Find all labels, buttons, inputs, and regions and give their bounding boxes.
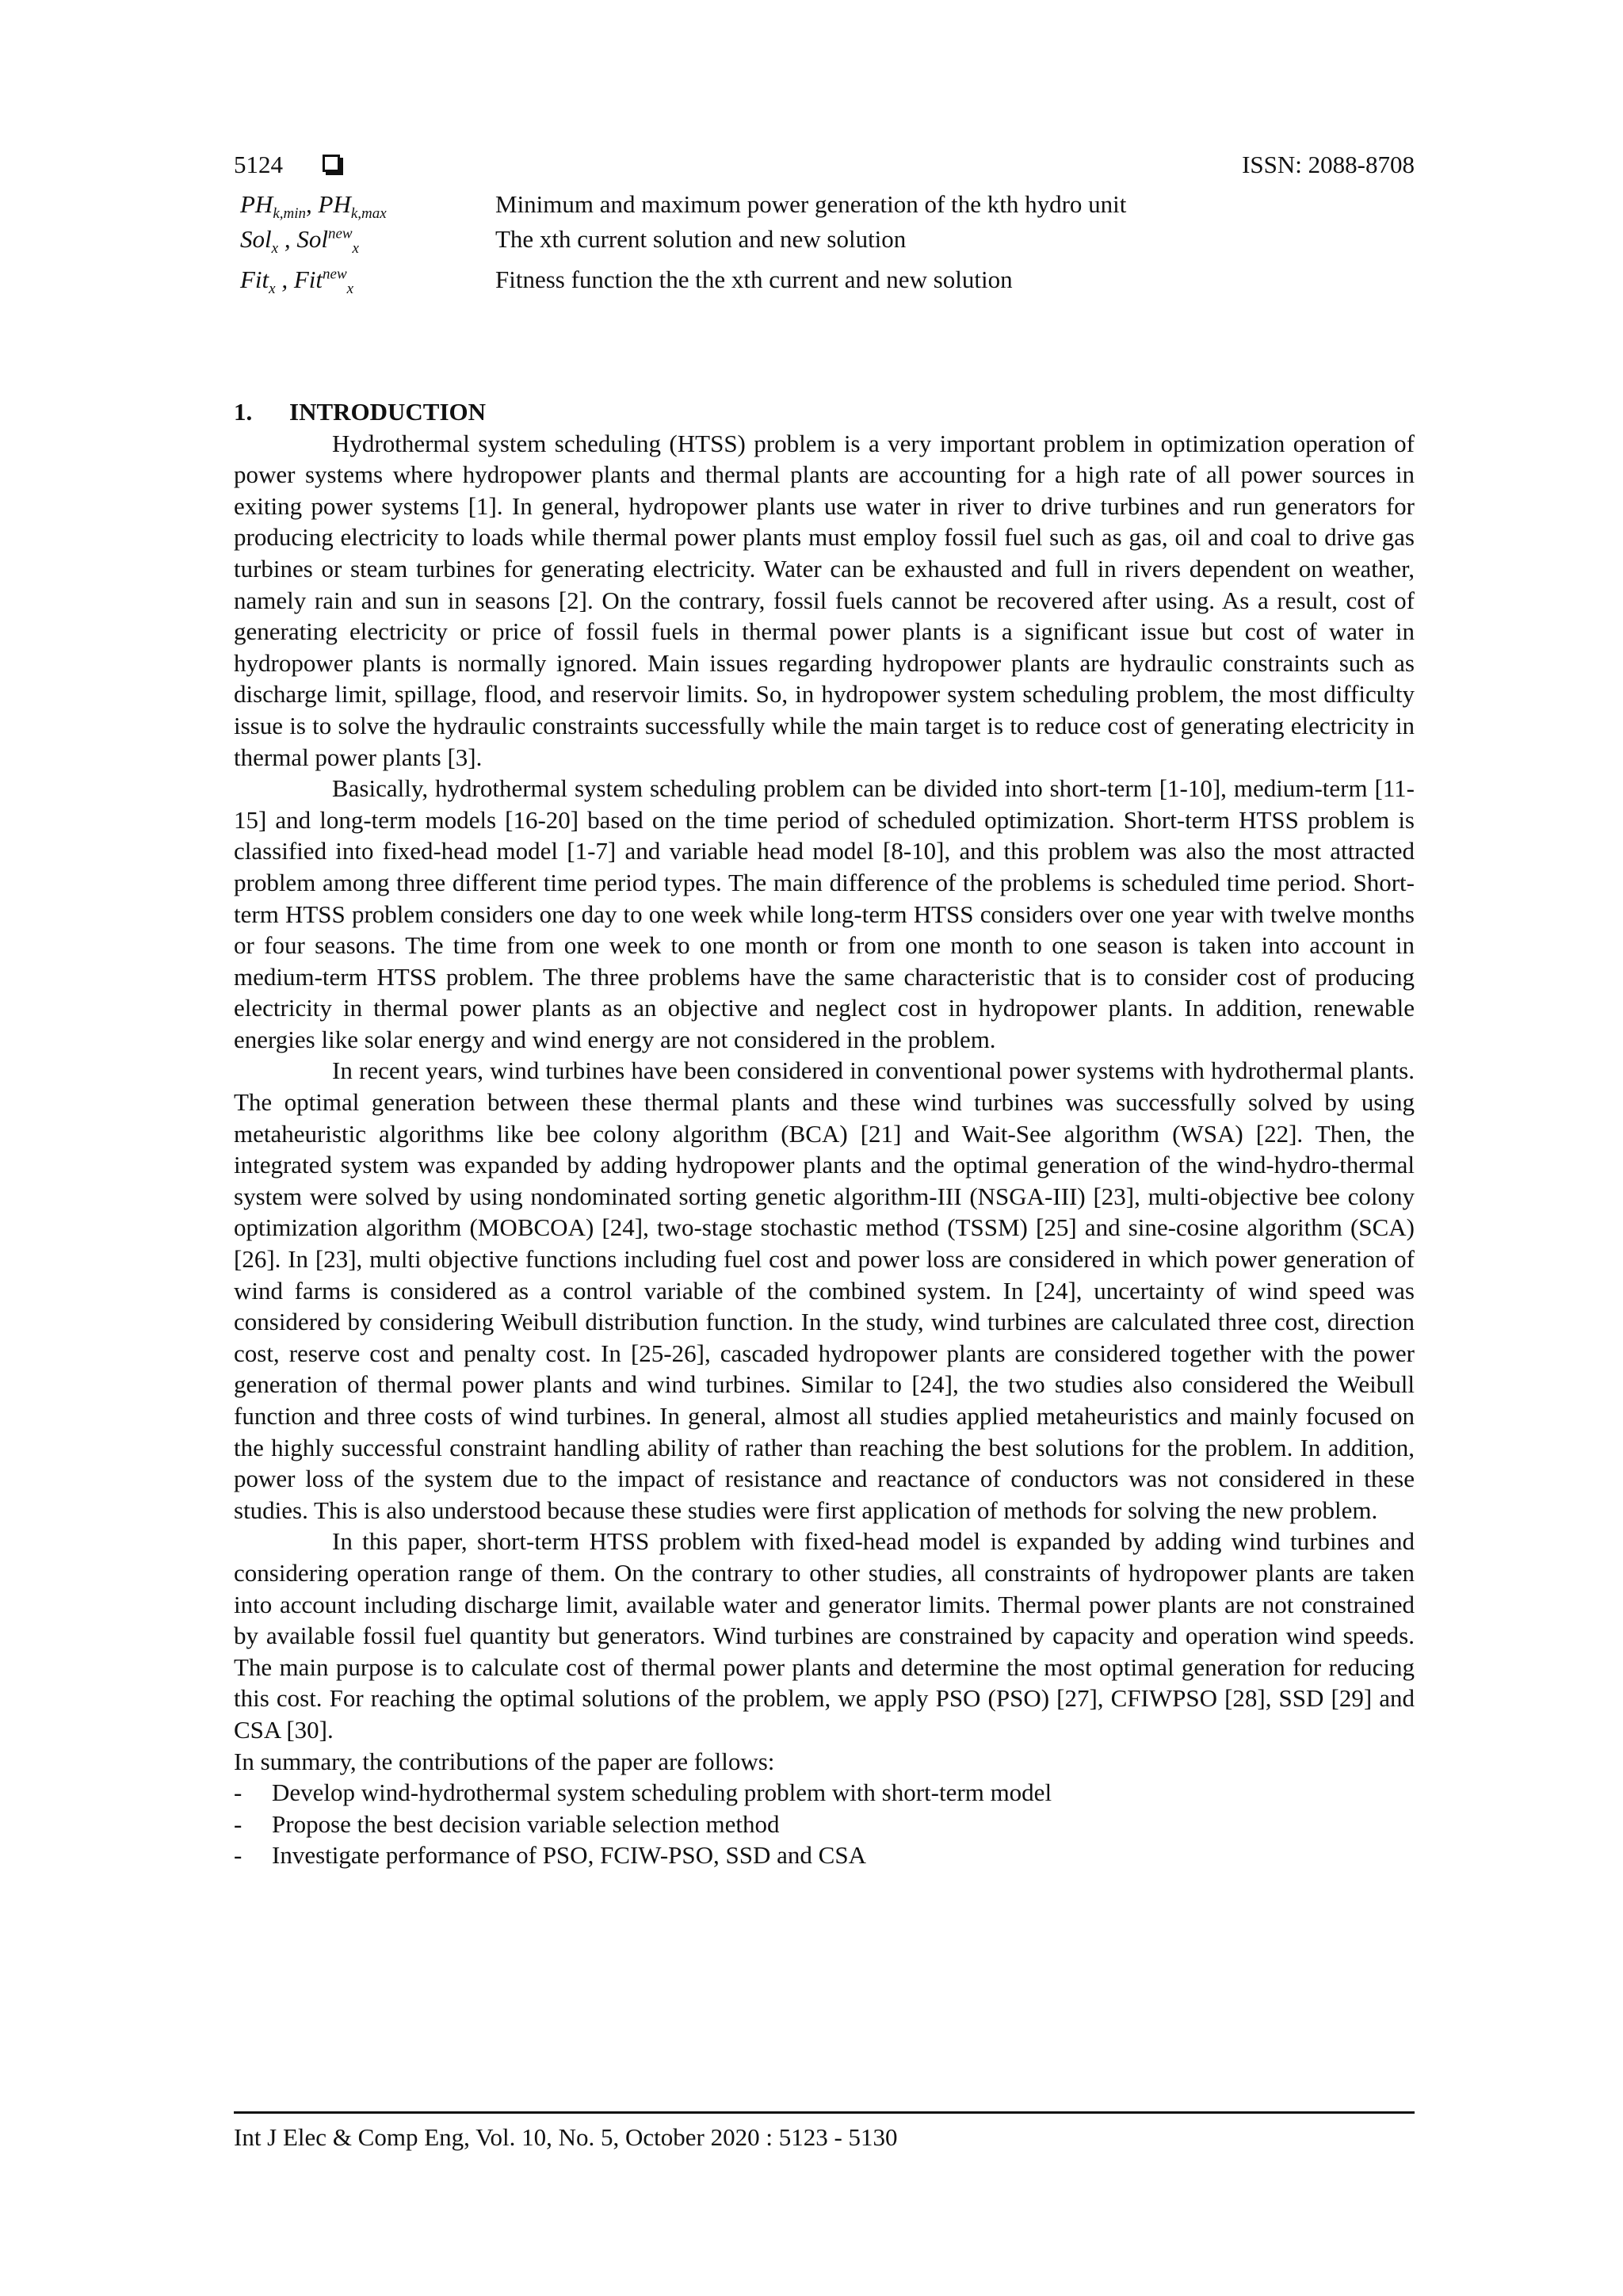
nomenclature-row [234, 225, 1415, 260]
section-title: INTRODUCTION [289, 398, 487, 426]
bullet-marker: - [234, 1809, 242, 1838]
section-number: 1. [234, 398, 253, 426]
nomenclature-row [234, 190, 1415, 225]
nomenclature-symbol: Sol$_x$ , Sol$^{new}_x$ [240, 225, 359, 258]
article-body [234, 396, 1415, 1871]
page [234, 151, 1415, 1870]
nomenclature-description: Fitness function the the xth current and new solution [495, 266, 1013, 293]
nomenclature-description: The xth current solution and new solution [495, 225, 907, 253]
paragraph: In recent years, wind turbines have been considered in conventional power systems with hydrothermal plants. The optimal generation between these thermal plants and these wind turbines was successfully solved by using metaheuristic algorithms like bee colony algorithm (BCA) [21] and Wait-See algorithm (WSA) [22]. Then, the integrated system was expanded by adding hydropower plants and the optimal generation of the wind-hydro-thermal system were solved by using nondominated sorting genetic algorithm-III (NSGA-III) [23], multi-objective bee colony optimization algorithm (MOBCOA) [24], two-stage stochastic method (TSSM) [25] and sine-cosine algorithm (SCA) [26]. In [23], multi objective functions including fuel cost and power loss are considered in which power generation of wind farms is considered as a control variable of the combined system. In [24], uncertainty of wind speed was considered by considering Weibull distribution function. In the study, wind turbines are calculated three cost, direction cost, reserve cost and penalty cost. In [25-26], cascaded hydropower plants are considered together with the power generation of thermal power plants and wind turbines. Similar to [24], the two studies also considered the Weibull function and three costs of wind turbines. In general, almost all studies applied metaheuristics and mainly focused on the highly successful constraint handling ability of rather than reaching the best solutions for the problem. In addition, power loss of the system due to the impact of resistance and reactance of conductors was not considered in these studies. This is also understood because these studies were first application of methods for solving the new problem. [234, 1056, 1415, 1524]
running-footer: Int J Elec & Comp Eng, Vol. 10, No. 5, October 2020 : 5123 - 5130 [234, 2111, 1415, 2152]
page-number: 5124 [234, 151, 283, 178]
nomenclature-symbol: $PH_{k,min}$, $PH_{k,max}$ [240, 190, 387, 223]
nomenclature-description: Minimum and maximum power generation of the kth hydro unit [495, 190, 1127, 218]
running-header [234, 151, 1415, 190]
nomenclature-table [234, 190, 1415, 297]
paragraph: In this paper, short-term HTSS problem with fixed-head model is expanded by adding wind turbines and considering operation range of them. On the contrary to other studies, all constraints of hydropower plants are taken into account including discharge limit, available water and generator limits. Thermal power plants are not constrained by available fossil fuel quantity but generators. Wind turbines are constrained by capacity and operation wind speeds. The main purpose is to calculate cost of thermal power plants and determine the most optimal generation for reducing this cost. For reaching the optimal solutions of the problem, we apply PSO (PSO) [27], CFIWPSO [28], SSD [29] and CSA [30]. [234, 1527, 1415, 1744]
bullet-marker: - [234, 1841, 242, 1870]
paragraph: Basically, hydrothermal system scheduling problem can be divided into short-term [1-10], medium-term [11-15] and long-term models [16-20] based on the time period of scheduled optimization. Short-term HTSS problem is classified into fixed-head model [1-7] and variable head model [8-10], and this problem was also the most attracted problem among three different time period types. The main difference of the problems is scheduled time period. Short-term HTSS problem considers one day to one week while long-term HTSS considers over one year with twelve months or four seasons. The time from one week to one month or from one month to one season is taken into account in medium-term HTSS problem. The three problems have the same characteristic that is to consider cost of producing electricity in thermal power plants as an objective and neglect cost in hydropower plants. In addition, renewable energies like solar energy and wind energy are not considered in the problem. [234, 774, 1415, 1053]
list-item: - Propose the best decision variable selection method [234, 1809, 1415, 1840]
checkbox-glyph-icon [323, 155, 340, 172]
issn: ISSN: 2088-8708 [1242, 151, 1415, 178]
nomenclature-row [234, 266, 1415, 300]
bullet-marker: - [234, 1778, 242, 1807]
list-item: - Develop wind-hydrothermal system scheduling problem with short-term model [234, 1777, 1415, 1809]
section-heading [234, 396, 1415, 428]
list-item: - Investigate performance of PSO, FCIW-PSO, SSD and CSA [234, 1839, 1415, 1871]
nomenclature-symbol: Fit$_x$ , Fit$^{new}_x$ [240, 266, 354, 298]
paragraph: Hydrothermal system scheduling (HTSS) problem is a very important problem in optimization operation of power systems where hydropower plants and thermal plants are accounting for a high rate of all power sources in exiting power systems [1]. In general, hydropower plants use water in river to drive turbines and run generators for producing electricity to loads while thermal power plants must employ fossil fuel such as gas, oil and coal to drive gas turbines or steam turbines for generating electricity. Water can be exhausted and full in rivers dependent on weather, namely rain and sun in seasons [2]. On the contrary, fossil fuels cannot be recovered after using. As a result, cost of generating electricity or price of fossil fuels in thermal power plants is a significant issue but cost of water in hydropower plants is normally ignored. Main issues regarding hydropower plants are hydraulic constraints such as discharge limit, spillage, flood, and reservoir limits. So, in hydropower system scheduling problem, the most difficulty issue is to solve the hydraulic constraints successfully while the main target is to reduce cost of generating electricity in thermal power plants [3]. [234, 429, 1415, 771]
summary-line: In summary, the contributions of the paper are follows: [234, 1747, 775, 1775]
